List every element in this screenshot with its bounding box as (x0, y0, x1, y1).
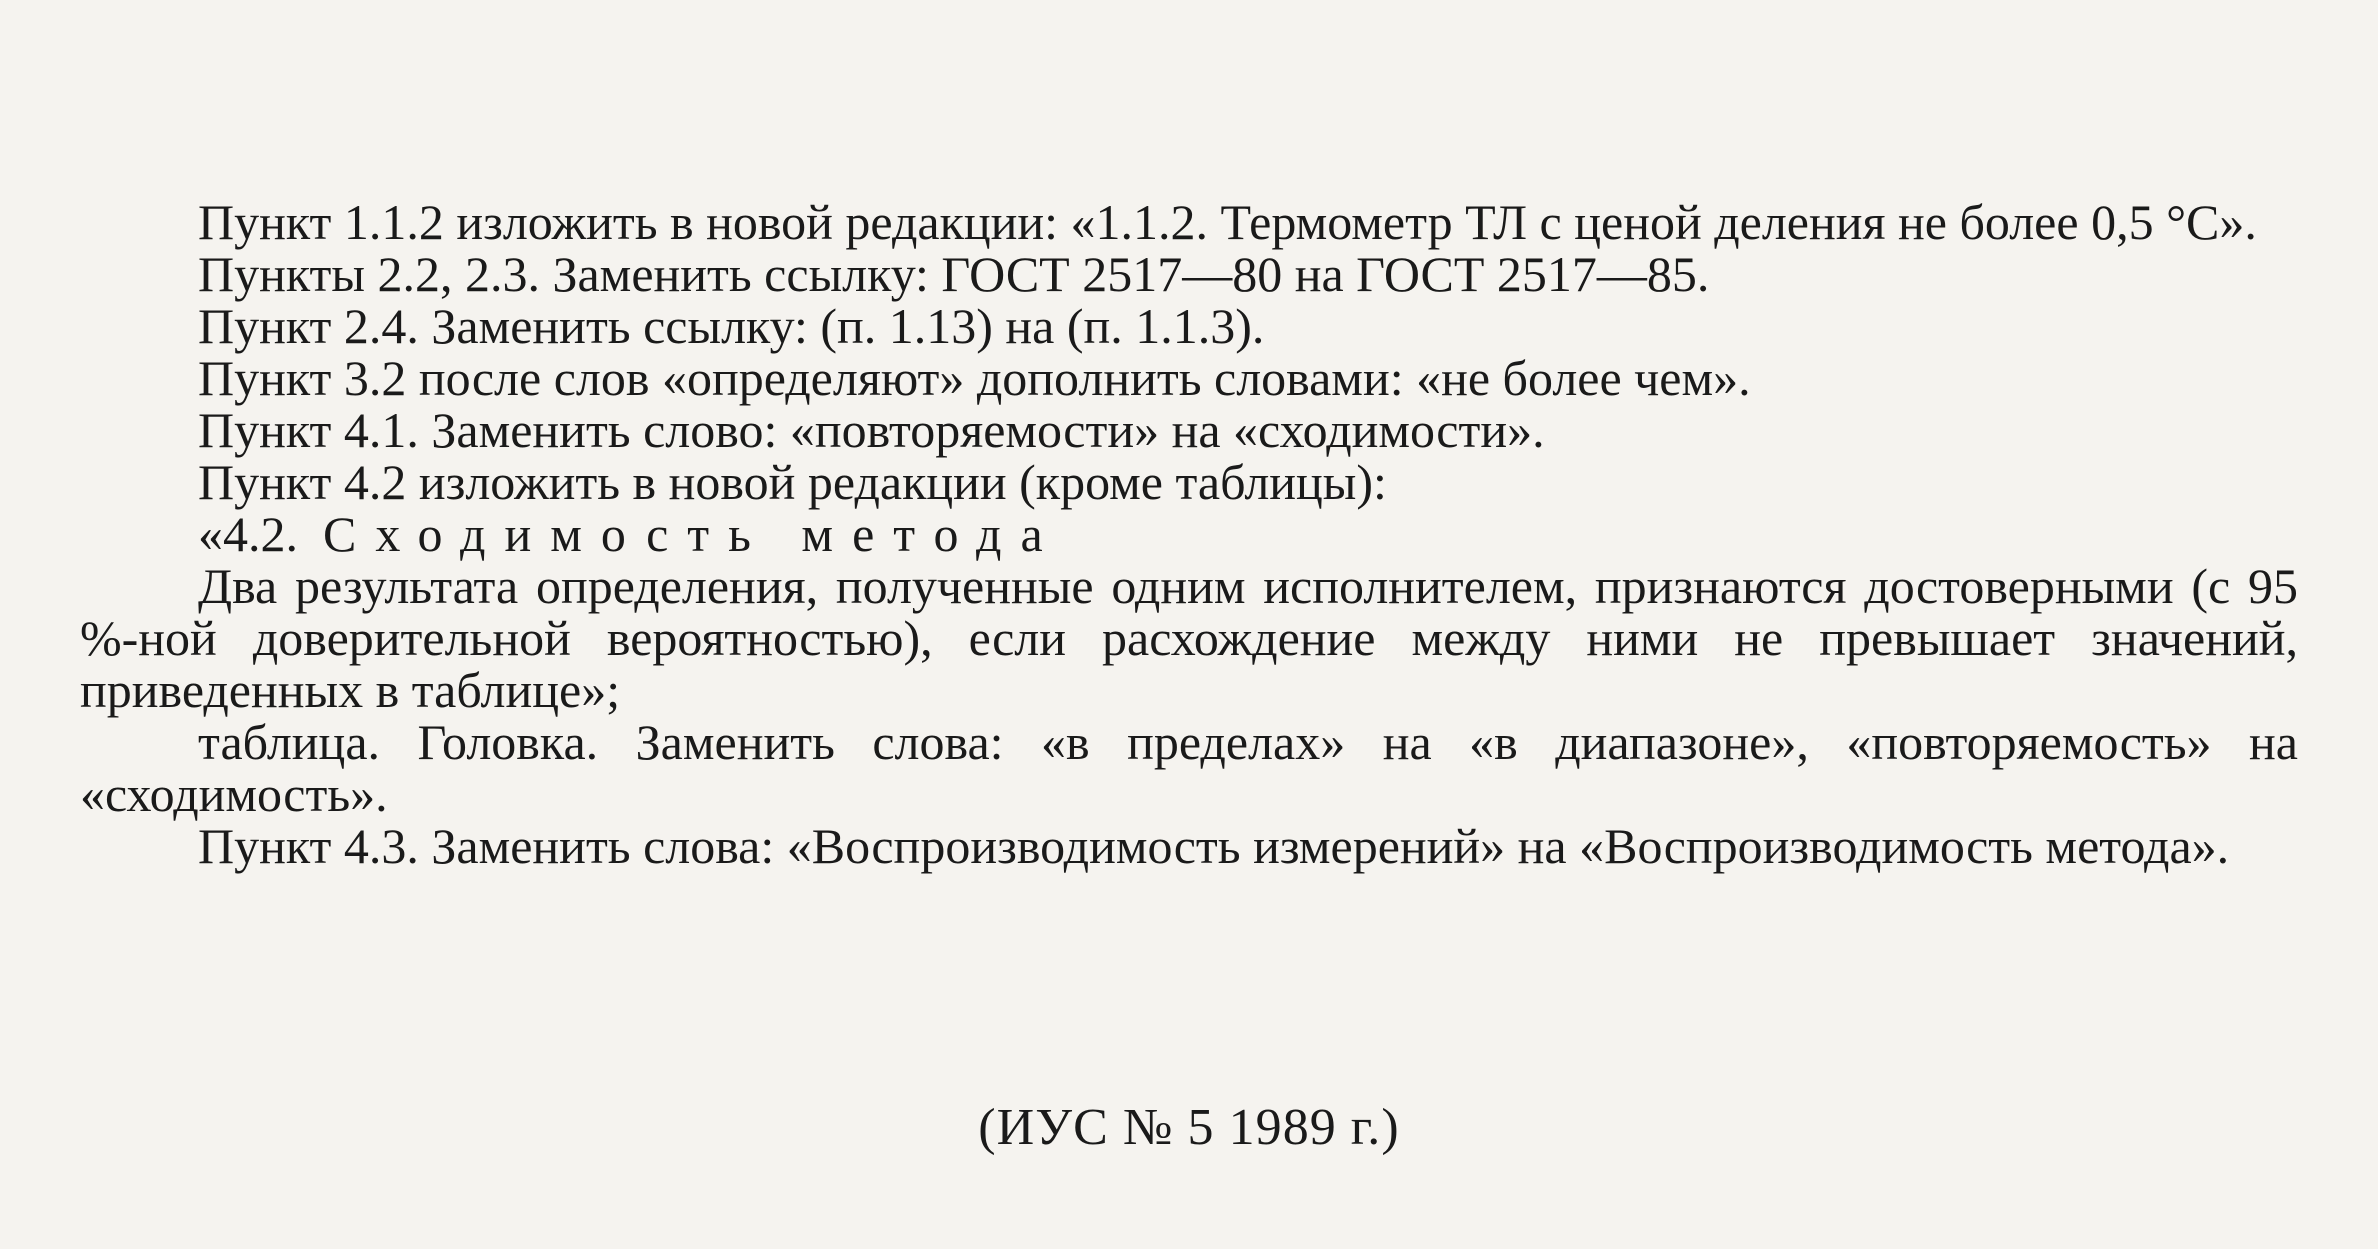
section-heading-4-2 (80, 508, 2298, 560)
paragraph-item-1-1-2: Пункт 1.1.2 изложить в новой редакции: «1.1.2. Термометр ТЛ с ценой деления не более 0,5 °С». (198, 194, 2257, 250)
paragraph-item-3-2: Пункт 3.2 после слов «определяют» дополнить словами: «не более чем». (198, 350, 1751, 406)
source-reference: (ИУС № 5 1989 г.) (978, 1099, 1400, 1156)
paragraph-convergence-text: Два результата определения, полученные одним исполнителем, признаются достоверными (с 95 %-ной доверительной вероятностью), если расхождение между ними не превышает значений, приведенных в таблице»; (80, 558, 2298, 718)
paragraph-table-header: таблица. Головка. Заменить слова: «в пределах» на «в диапазоне», «повторяемость» на «сходимость». (80, 714, 2298, 822)
paragraph-item-4-2: Пункт 4.2 изложить в новой редакции (кроме таблицы): (198, 454, 1387, 510)
paragraph-item-4-1: Пункт 4.1. Заменить слово: «повторяемости» на «сходимости». (198, 402, 1545, 458)
section-number: «4.2. (198, 506, 298, 562)
document-body (80, 196, 2298, 872)
section-title: Сходимость метода (323, 506, 1062, 562)
paragraph-items-2-2-2-3: Пункты 2.2, 2.3. Заменить ссылку: ГОСТ 2517—80 на ГОСТ 2517—85. (198, 246, 1710, 302)
paragraph-item-4-3: Пункт 4.3. Заменить слова: «Воспроизводимость измерений» на «Воспроизводимость метода». (198, 818, 2230, 874)
paragraph-item-2-4: Пункт 2.4. Заменить ссылку: (п. 1.13) на (п. 1.1.3). (198, 298, 1265, 354)
